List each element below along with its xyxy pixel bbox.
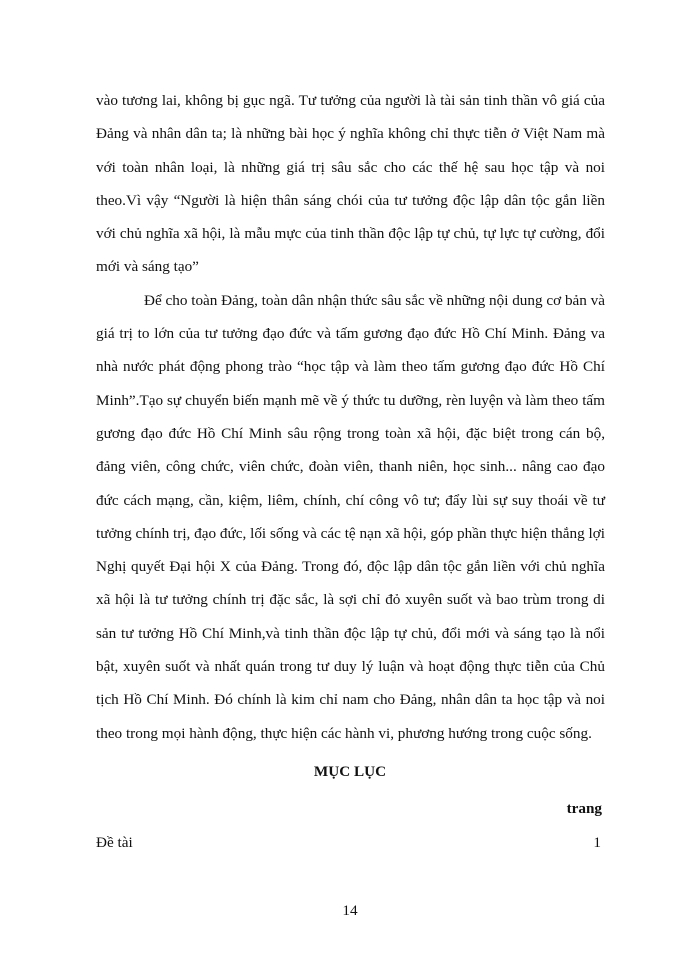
- toc-title: MỤC LỤC: [313, 763, 387, 780]
- page-number: 14: [342, 902, 358, 919]
- toc-page-column-header: trang: [566, 800, 602, 817]
- body-paragraph: vào tương lai, không bị gục ngã. Tư tưởng của người là tài sản tinh thần vô giá của Đảng và nhân dân ta; là những bài học ý nghĩa không chỉ thực tiễn ở Việt Nam mà với toàn nhân loại, là những giá trị sâu sắc cho các thế hệ sau học tập và noi theo.Vì vậy “Người là hiện thân sáng chói của tư tưởng độc lập dân tộc gắn liền với chủ nghĩa xã hội, là mẫu mực của tinh thần độc lập tự chủ, tự lực tự cường, đổi mới và sáng tạo”: [96, 92, 605, 276]
- toc-entry-label: Đề tài: [96, 834, 133, 851]
- toc-entry: [96, 834, 601, 852]
- body-text: [96, 84, 605, 750]
- toc-entry-page: 1: [593, 834, 601, 851]
- body-paragraph: Để cho toàn Đảng, toàn dân nhận thức sâu sắc về những nội dung cơ bản và giá trị to lớn của tư tưởng đạo đức và tấm gương đạo đức Hồ Chí Minh. Đảng va nhà nước phát động phong trào “học tập và làm theo tấm gương đạo đức Hồ Chí Minh”.Tạo sự chuyển biến mạnh mẽ về ý thức tu dưỡng, rèn luyện và làm theo tấm gương đạo đức Hồ Chí Minh sâu rộng trong toàn xã hội, đặc biệt trong cán bộ, đảng viên, công chức, viên chức, đoàn viên, thanh niên, học sinh... nâng cao đạo đức cách mạng, cần, kiệm, liêm, chính, chí công vô tư; đẩy lùi sự suy thoái về tư tưởng chính trị, đạo đức, lối sống và các tệ nạn xã hội, góp phần thực hiện thắng lợi Nghị quyết Đại hội X của Đảng. Trong đó, độc lập dân tộc gắn liền với chủ nghĩa xã hội là tư tưởng chính trị đặc sắc, là sợi chỉ đỏ xuyên suốt và bao trùm trong di sản tư tưởng Hồ Chí Minh,và tinh thần độc lập tự chủ, đổi mới và sáng tạo là nổi bật, xuyên suốt và nhất quán trong tư duy lý luận và hoạt động thực tiễn của Chủ tịch Hồ Chí Minh. Đó chính là kim chỉ nam cho Đảng, nhân dân ta học tập và noi theo trong mọi hành động, thực hiện các hành vi, phương hướng trong cuộc sống.: [96, 291, 606, 742]
